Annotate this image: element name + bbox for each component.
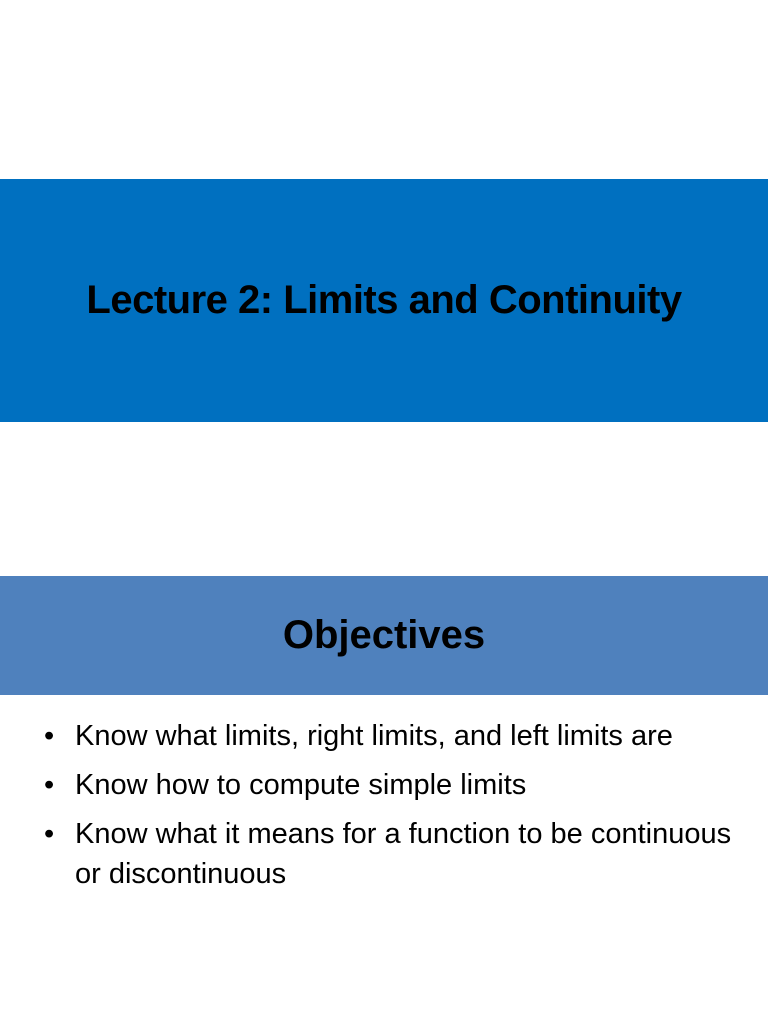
objective-item: [44, 716, 734, 756]
objectives-header: [0, 576, 768, 695]
objective-text: Know what it means for a function to be continuous or discontinuous: [75, 818, 732, 890]
objectives-list: [44, 716, 734, 903]
title-banner: [0, 179, 768, 422]
lecture-title: Lecture 2: Limits and Continuity: [86, 278, 682, 322]
objective-item: [44, 814, 734, 894]
bullet-icon: •: [44, 720, 55, 752]
objective-text: Know how to compute simple limits: [75, 769, 527, 801]
bullet-icon: •: [44, 818, 55, 850]
objective-text: Know what limits, right limits, and left limits are: [75, 720, 673, 752]
objectives-title: Objectives: [282, 613, 486, 657]
bullet-icon: •: [44, 769, 55, 801]
objective-item: [44, 765, 734, 805]
